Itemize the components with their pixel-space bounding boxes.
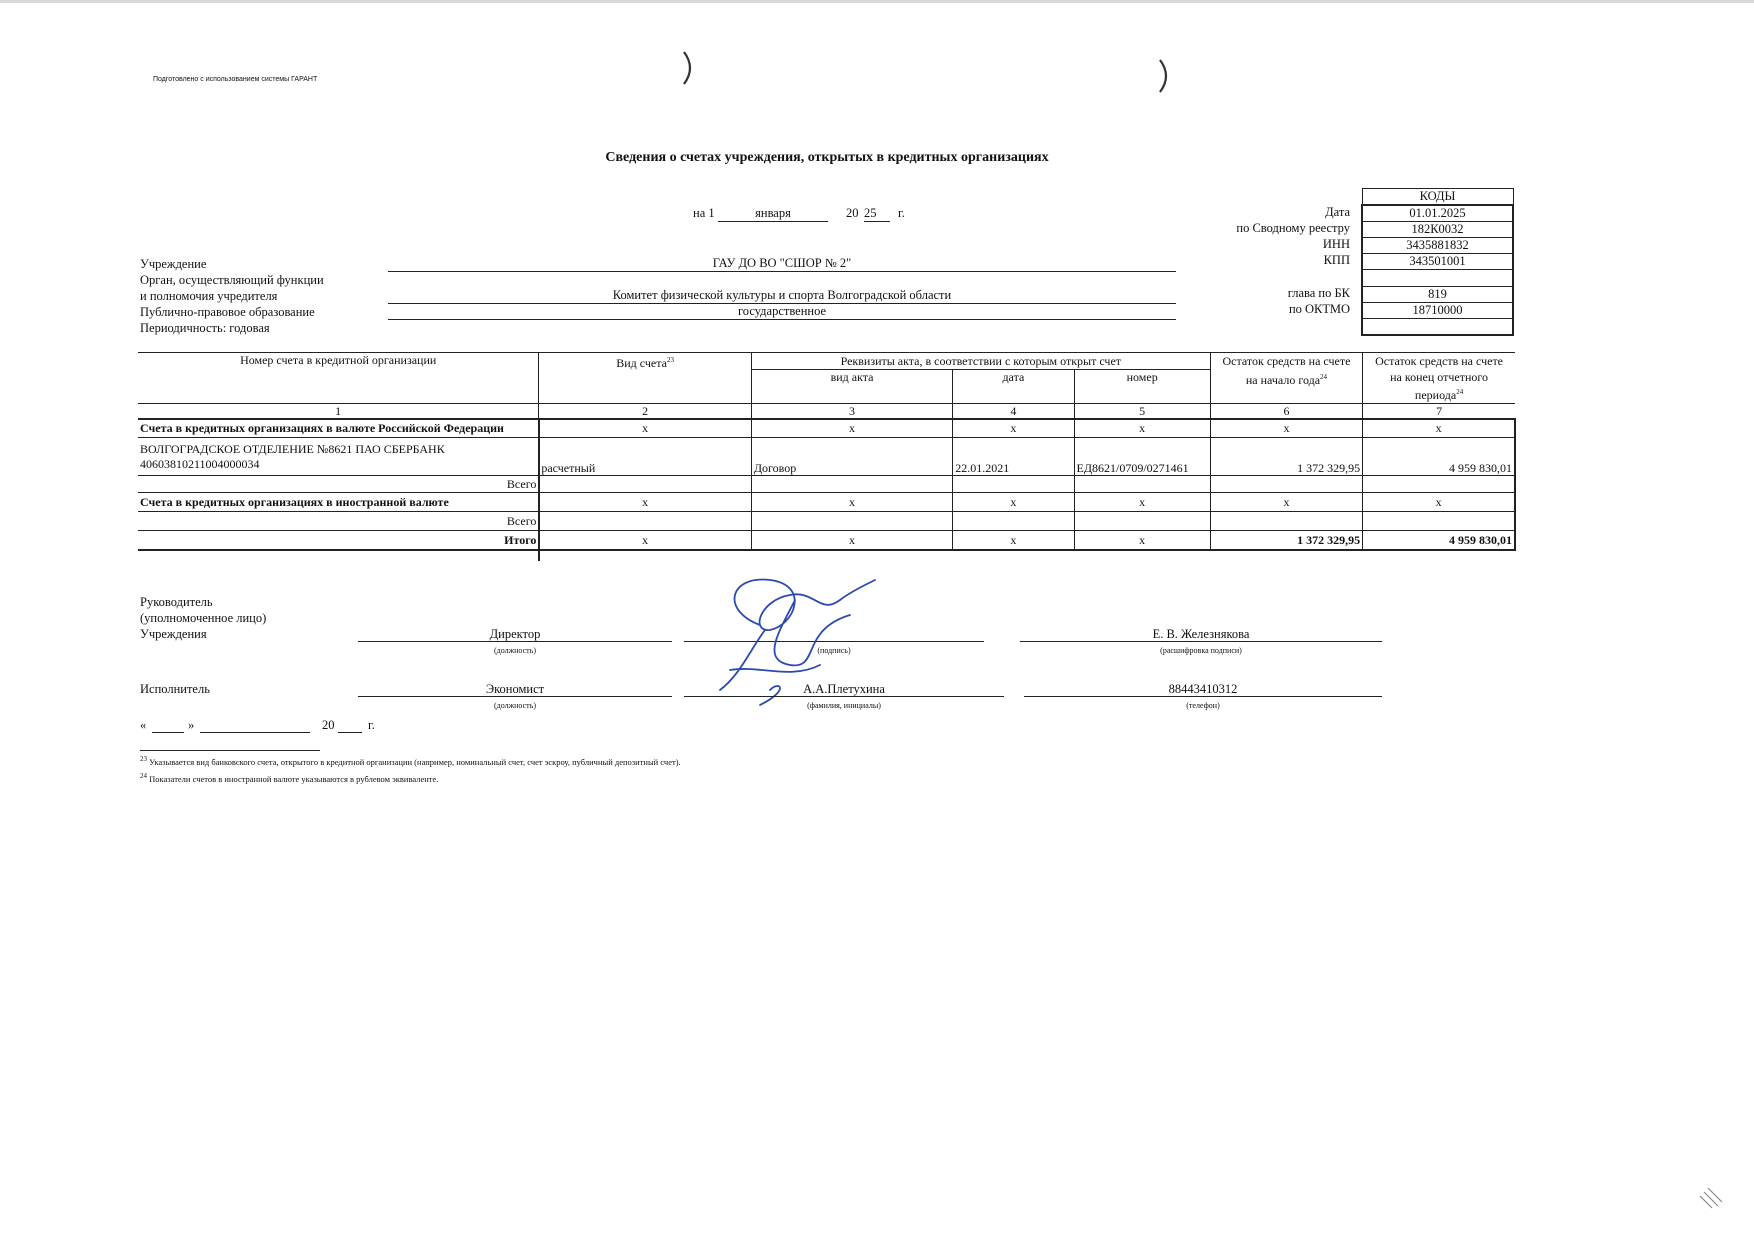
col-header-act-date: дата: [953, 370, 1074, 404]
caption-signature: (подпись): [817, 646, 851, 655]
table-cell: х: [539, 531, 751, 550]
table-cell: х: [751, 493, 952, 512]
institution-label: Учреждение: [140, 257, 207, 271]
table-cell: х: [751, 531, 952, 550]
sign-date-suffix: г.: [368, 718, 375, 732]
section-foreign: Счета в кредитных организациях в иностранной валюте: [138, 493, 539, 512]
grand-total-label: Итого: [138, 531, 539, 550]
table-cell: х: [953, 493, 1074, 512]
sign-date-year: 20: [322, 718, 335, 732]
head-name: Е. В. Железнякова: [1020, 627, 1382, 642]
caption-position: (должность): [494, 646, 536, 655]
footnote-24: $^{24}$ Показатели счетов в иностранной валюте указываются в рублевом эквиваленте.: [140, 772, 439, 784]
code-inn: 3435881832: [1362, 238, 1513, 254]
col-number-4: 4: [953, 403, 1074, 419]
sign-date-day: [152, 718, 184, 733]
exec-name: А.А.Плетухина: [684, 682, 1004, 697]
section-rub: Счета в кредитных организациях в валюте Российской Федерации: [138, 419, 539, 438]
code-label-bk: глава по БК: [1287, 286, 1350, 300]
public-label: Публично-правовое образование: [140, 305, 315, 319]
accounts-table: [138, 352, 1516, 551]
col-number-1: 1: [138, 403, 539, 419]
pencil-mark-icon: [1696, 1186, 1726, 1218]
head-position: Директор: [358, 627, 672, 642]
table-cell: [1074, 476, 1210, 493]
period-label: Периодичность: годовая: [140, 321, 270, 335]
code-label-inn: ИНН: [1322, 237, 1350, 251]
codes-header: КОДЫ: [1362, 189, 1513, 206]
table-cell: х: [953, 419, 1074, 438]
col-header-end-1: Остаток средств на счете: [1363, 353, 1515, 370]
col-header-act-number: номер: [1074, 370, 1210, 404]
balance-start: 1 372 329,95: [1210, 438, 1362, 476]
col-header-start-1: Остаток средств на счете: [1210, 353, 1362, 370]
caption-decoding: (расшифровка подписи): [1160, 646, 1242, 655]
sign-date-close: »: [188, 718, 195, 732]
page-title: Сведения о счетах учреждения, открытых в кредитных организациях: [605, 150, 1049, 165]
exec-label: Исполнитель: [140, 682, 210, 696]
table-cell: х: [1210, 419, 1362, 438]
col-header-act: Реквизиты акта, в соответствии с которым открыт счет: [751, 353, 1210, 370]
total-foreign-label: Всего: [138, 512, 539, 531]
date-year-prefix: 20: [846, 206, 859, 220]
col-number-5: 5: [1074, 403, 1210, 419]
date-month: января: [718, 206, 828, 222]
exec-phone: 88443410312: [1024, 682, 1382, 697]
code-empty: [1362, 270, 1513, 287]
sign-date-open: «: [140, 718, 147, 732]
head-label: Руководитель: [140, 595, 213, 609]
act-date: 22.01.2021: [953, 438, 1074, 476]
footnote-divider: [140, 750, 320, 751]
organ-label: Орган, осуществляющий функции: [140, 273, 324, 287]
table-cell: [953, 512, 1074, 531]
table-cell: [539, 476, 751, 493]
table-cell: х: [1363, 493, 1515, 512]
code-label-registry: по Сводному реестру: [1236, 221, 1350, 235]
head-label-3: Учреждения: [140, 627, 207, 641]
code-bk: 819: [1362, 287, 1513, 303]
col-number-3: 3: [751, 403, 952, 419]
head-label-2: (уполномоченное лицо): [140, 611, 267, 625]
table-cell: [1074, 512, 1210, 531]
table-cell: [1363, 476, 1515, 493]
footnote-23: $^{23}$ Указывается вид банковского счета, открытого в кредитной организации (например, номинальный счет, счет эскроу, публичный депозитный счет).: [140, 755, 681, 767]
table-left-thick-border: [538, 419, 540, 561]
table-cell: х: [1074, 531, 1210, 550]
organ-label-2: и полномочия учредителя: [140, 289, 278, 303]
sign-date-month: [200, 718, 310, 733]
exec-position: Экономист: [358, 682, 672, 697]
date-year: 25: [864, 206, 890, 222]
account-cell: ВОЛГОГРАДСКОЕ ОТДЕЛЕНИЕ №8621 ПАО СБЕРБАНК 40603810211004000034: [138, 438, 539, 476]
table-cell: х: [1363, 419, 1515, 438]
table-cell: [539, 512, 751, 531]
code-label-kpp: КПП: [1323, 253, 1350, 267]
col-header-act-type: вид акта: [751, 370, 952, 404]
code-empty-last: [1362, 319, 1513, 336]
grand-end: 4 959 830,01: [1363, 531, 1515, 550]
table-cell: [751, 476, 952, 493]
table-cell: х: [1074, 419, 1210, 438]
col-header-end-2: на конец отчетного периода$^{24}$: [1390, 369, 1488, 402]
table-cell: [751, 512, 952, 531]
code-kpp: 343501001: [1362, 254, 1513, 270]
code-registry: 182К0032: [1362, 222, 1513, 238]
sign-date-year-line: [338, 718, 362, 733]
prepared-note: Подготовлено с использованием системы ГАРАНТ: [153, 76, 318, 83]
table-cell: [1363, 512, 1515, 531]
date-suffix: г.: [898, 206, 905, 220]
table-cell: х: [539, 493, 751, 512]
codes-box: [1361, 188, 1514, 336]
act-type: Договор: [751, 438, 952, 476]
col-number-6: 6: [1210, 403, 1362, 419]
act-number: ЕД8621/0709/0271461: [1074, 438, 1210, 476]
table-cell: х: [539, 419, 751, 438]
code-oktmo: 18710000: [1362, 303, 1513, 319]
caption-exec-position: (должность): [494, 701, 536, 710]
page-top-edge: [0, 0, 1754, 3]
code-label-oktmo: по ОКТМО: [1288, 302, 1350, 316]
table-cell: х: [1074, 493, 1210, 512]
table-cell: [1210, 476, 1362, 493]
organ-value: Комитет физической культуры и спорта Волгоградской области: [388, 288, 1176, 304]
col-header-start-2: на начало года$^{24}$: [1210, 370, 1362, 404]
code-date: 01.01.2025: [1362, 205, 1513, 222]
balance-end: 4 959 830,01: [1363, 438, 1515, 476]
total-rub-label: Всего: [138, 476, 539, 493]
col-number-2: 2: [539, 403, 751, 419]
punch-mark-icon: [1156, 56, 1176, 96]
table-cell: х: [1210, 493, 1362, 512]
col-header-type: Вид счета$^{23}$: [539, 353, 751, 404]
account-type: расчетный: [539, 438, 751, 476]
table-cell: [1210, 512, 1362, 531]
public-value: государственное: [388, 304, 1176, 320]
table-cell: х: [751, 419, 952, 438]
code-label-date: Дата: [1325, 205, 1350, 219]
caption-phone: (телефон): [1186, 701, 1220, 710]
caption-fio: (фамилия, инициалы): [807, 701, 881, 710]
col-number-7: 7: [1363, 403, 1515, 419]
punch-mark-icon: [680, 48, 700, 88]
col-header-account: Номер счета в кредитной организации: [138, 353, 539, 404]
table-cell: [953, 476, 1074, 493]
table-cell: х: [953, 531, 1074, 550]
grand-start: 1 372 329,95: [1210, 531, 1362, 550]
institution-value: ГАУ ДО ВО "СШОР № 2": [388, 256, 1176, 272]
date-prefix: на 1: [693, 206, 715, 220]
